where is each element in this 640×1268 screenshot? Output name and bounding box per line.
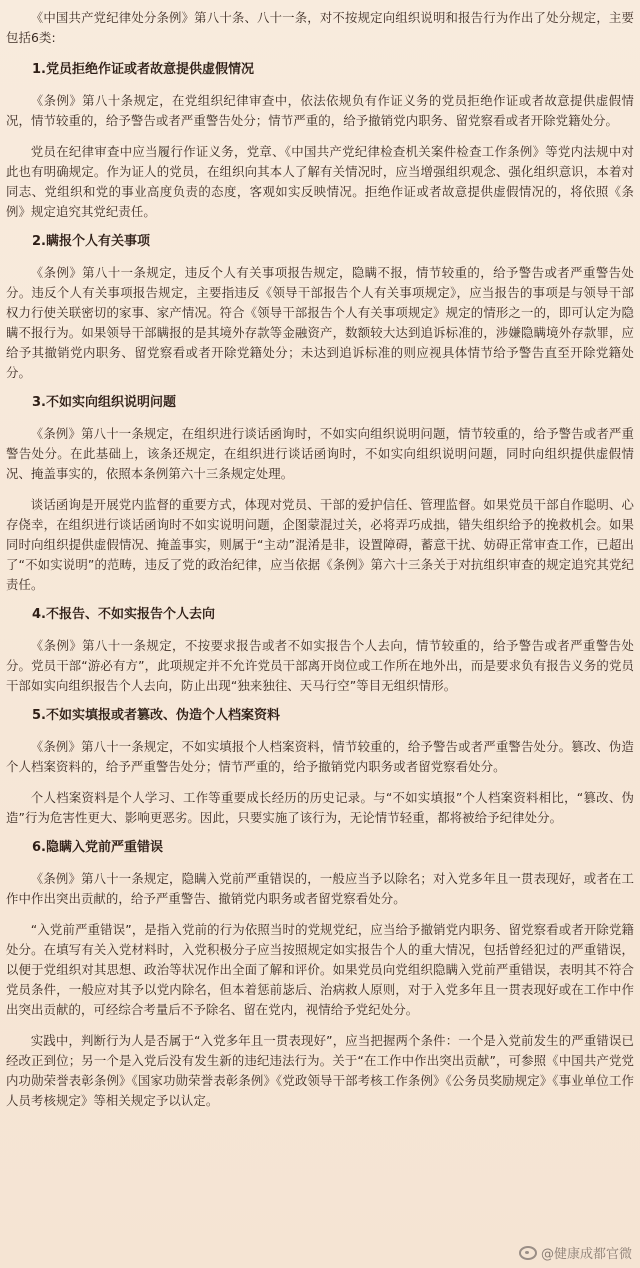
section-1-title: 1.党员拒绝作证或者故意提供虚假情况 — [32, 62, 254, 77]
section-2-paragraph-1: 《条例》第八十一条规定，违反个人有关事项报告规定，隐瞒不报，情节较重的，给予警告或者严重警告处分。违反个人有关事项报告规定，主要指违反《领导干部报告个人有关事项规定》，应当报告的事项是与领导干部权力行使关联密切的家事、家产情况。符合《领导干部报告个人有关事项规定》规定的情形之一的，即可认定为隐瞒不报行为。如果领导干部瞒报的是其境外存款等金融资产，数额较大达到追诉标准的，涉嫌隐瞒境外存款罪，应给予其撤销党内职务、留党察看或者开除党籍处分；未达到追诉标准的则应视具体情节给予警告直至开除党籍处分。 — [6, 265, 634, 380]
section-6-paragraph-3: 实践中，判断行为人是否属于“入党多年且一贯表现好”，应当把握两个条件：一个是入党前发生的严重错误已经改正到位；另一个是入党后没有发生新的违纪违法行为。关于“在工作中作出突出贡献”，可参照《中国共产党党内功勋荣誉表彰条例》《国家功勋荣誉表彰条例》《党政领导干部考核工作条例》《公务员奖励规定》《事业单位工作人员考核规定》等相关规定予以认定。 — [6, 1033, 634, 1108]
section-6-title: 6.隐瞒入党前严重错误 — [32, 840, 163, 855]
section-3-paragraph-1: 《条例》第八十一条规定，在组织进行谈话函询时，不如实向组织说明问题，情节较重的，给予警告或者严重警告处分。在此基础上，该条还规定，在组织进行谈话函询时，不如实向组织说明问题，同时向组织提供虚假情况、掩盖事实的，依照本条例第六十三条规定处理。 — [6, 426, 634, 481]
section-2-title: 2.瞒报个人有关事项 — [32, 234, 150, 249]
section-5-title: 5.不如实填报或者篡改、伪造个人档案资料 — [32, 708, 280, 723]
watermark — [519, 1243, 632, 1262]
section-2 — [6, 233, 634, 383]
section-6-paragraph-1: 《条例》第八十一条规定，隐瞒入党前严重错误的，一般应当予以除名；对入党多年且一贯表现好，或者在工作中作出突出贡献的，给予严重警告、撤销党内职务或者留党察看处分。 — [6, 871, 634, 906]
section-4 — [6, 606, 634, 696]
section-5-paragraph-2: 个人档案资料是个人学习、工作等重要成长经历的历史记录。与“不如实填报”个人档案资料相比，“篡改、伪造”行为危害性更大、影响更恶劣。因此，只要实施了该行为，无论情节轻重，都将被给予纪律处分。 — [6, 790, 634, 825]
section-1-paragraph-1: 《条例》第八十条规定，在党组织纪律审查中，依法依规负有作证义务的党员拒绝作证或者故意提供虚假情况，情节较重的，给予警告或者严重警告处分；情节严重的，给予撤销党内职务、留党察看或者开除党籍处分。 — [6, 93, 634, 128]
section-3-title: 3.不如实向组织说明问题 — [32, 395, 176, 410]
intro-paragraph: 《中国共产党纪律处分条例》第八十条、八十一条，对不按规定向组织说明和报告行为作出了处分规定，主要包括6类: — [6, 10, 634, 45]
section-5 — [6, 707, 634, 828]
watermark-text: @健康成都官微 — [540, 1247, 632, 1262]
weibo-icon — [519, 1246, 537, 1260]
section-6-paragraph-2: “入党前严重错误”，是指入党前的行为依照当时的党规党纪，应当给予撤销党内职务、留党察看或者开除党籍处分。在填写有关入党材料时，入党积极分子应当按照规定如实报告个人的重大情况，包括曾经犯过的严重错误，以便于党组织对其思想、政治等状况作出全面了解和评价。如果党员向党组织隐瞒入党前严重错误，表明其不符合党员条件，一般应对其予以党内除名，但本着惩前毖后、治病救人原则，对于入党多年且一贯表现好或在工作中作出突出贡献的，可经综合考量后不予除名、留在党内，视情给予党纪处分。 — [6, 922, 634, 1017]
section-4-title: 4.不报告、不如实报告个人去向 — [32, 607, 215, 622]
section-3-paragraph-2: 谈话函询是开展党内监督的重要方式，体现对党员、干部的爱护信任、管理监督。如果党员干部自作聪明、心存侥幸，在组织进行谈话函询时不如实说明问题，企图蒙混过关，必将弄巧成拙，错失组织给予的挽救机会。如果同时向组织提供虚假情况、掩盖事实，则属于“主动”混淆是非，设置障碍，蓄意干扰、妨碍正常审查工作，已超出了“不如实说明”的范畴，违反了党的政治纪律，应当依据《条例》第六十三条关于对抗组织审查的规定追究其党纪责任。 — [6, 497, 634, 592]
section-5-paragraph-1: 《条例》第八十一条规定，不如实填报个人档案资料，情节较重的，给予警告或者严重警告处分。篡改、伪造个人档案资料的，给予严重警告处分；情节严重的，给予撤销党内职务或者留党察看处分。 — [6, 739, 634, 774]
section-3 — [6, 394, 634, 595]
section-4-paragraph-1: 《条例》第八十一条规定，不按要求报告或者不如实报告个人去向，情节较重的，给予警告或者严重警告处分。党员干部“游必有方”，此项规定并不允许党员干部离开岗位或工作所在地外出，而是要求负有报告义务的党员干部如实向组织报告个人去向，防止出现“独来独往、天马行空”等目无组织情形。 — [6, 638, 634, 693]
section-1-paragraph-2: 党员在纪律审查中应当履行作证义务，党章、《中国共产党纪律检查机关案件检查工作条例》等党内法规中对此也有明确规定。作为证人的党员，在组织向其本人了解有关情况时，应当增强组织观念、强化组织意识，本着对同志、党组织和党的事业高度负责的态度，客观如实反映情况。拒绝作证或者故意提供虚假情况的，将依照《条例》规定追究其党纪责任。 — [6, 144, 634, 219]
section-1 — [6, 61, 634, 222]
section-6 — [6, 839, 634, 1111]
